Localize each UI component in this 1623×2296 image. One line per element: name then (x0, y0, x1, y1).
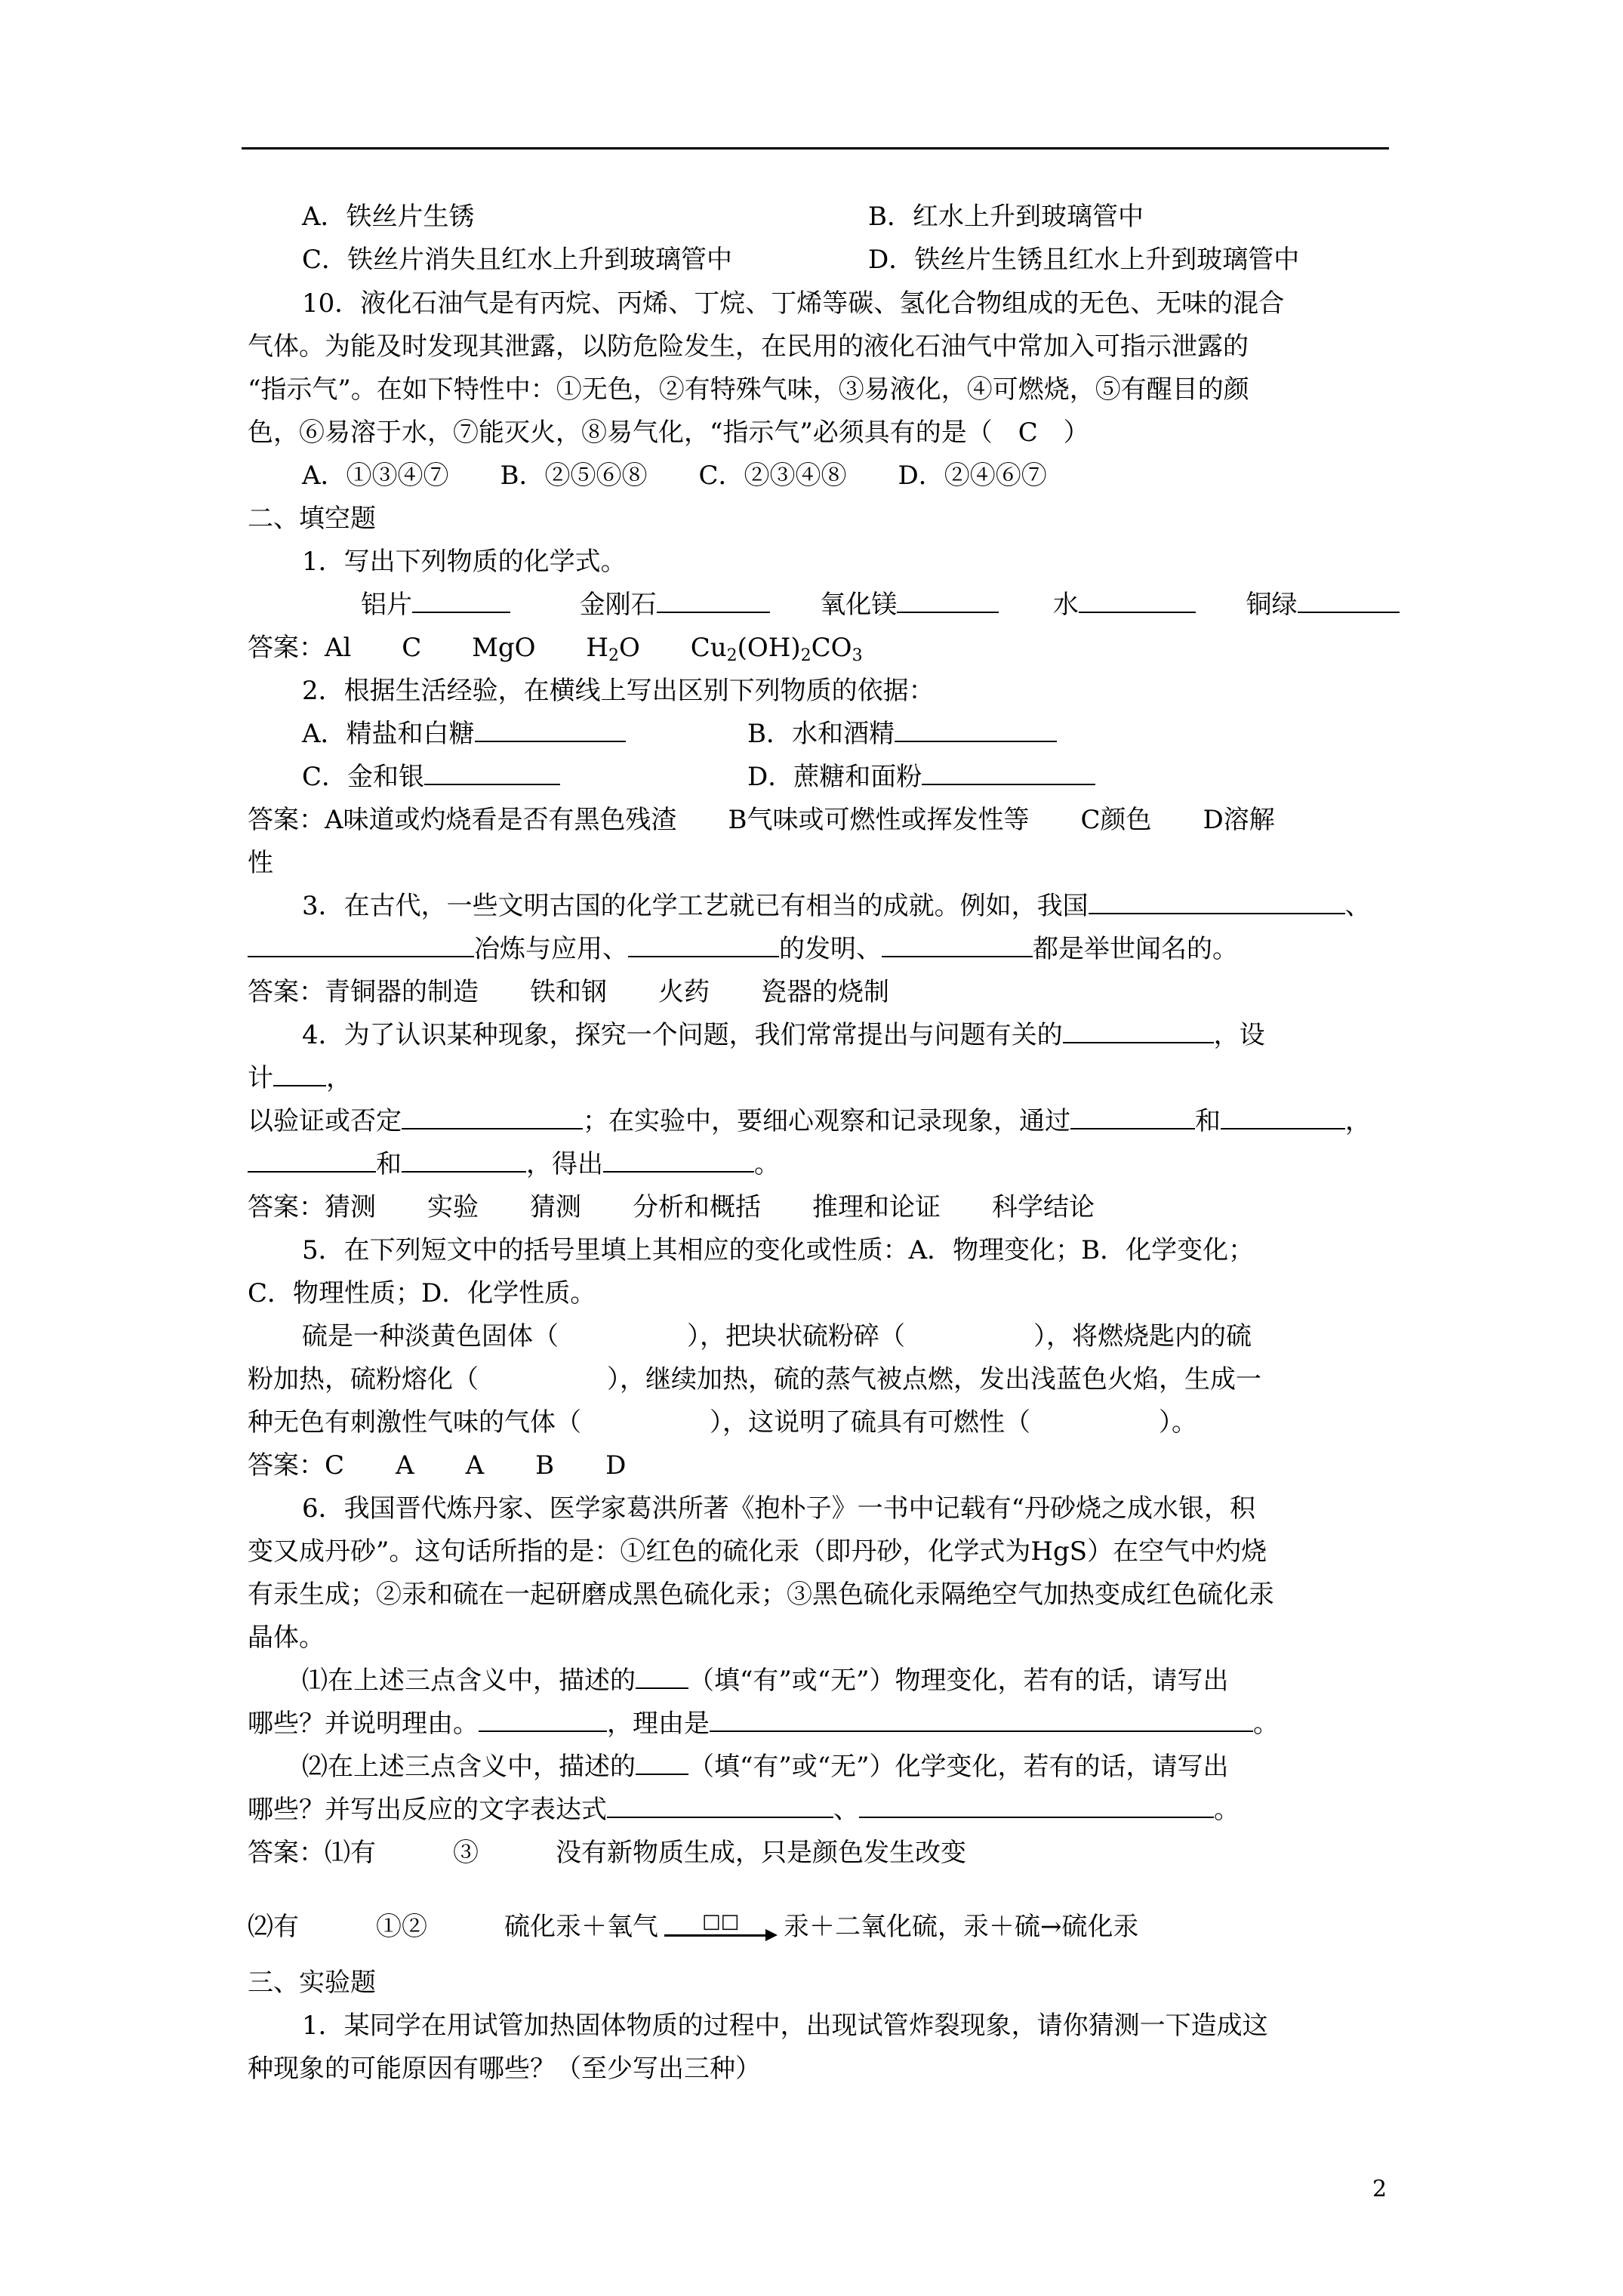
blank-line[interactable] (607, 1794, 833, 1818)
fill4-line: 4．为了认识某种现象，探究一个问题，我们常常提出与问题有关的 ，设 (302, 1020, 1265, 1050)
fill6-line: 6．我国晋代炼丹家、医学家葛洪所著《抱朴子》一书中记载有“丹砂烧之成水银，积 (302, 1493, 1256, 1524)
fill6-line: 晶体。 (248, 1623, 325, 1653)
blank-line[interactable] (475, 718, 626, 742)
q10-line: 10．液化石油气是有丙烷、丙烯、丁烷、丁烯等碳、氢化合物组成的无色、无味的混合 (302, 288, 1285, 319)
q9-option-c: C．铁丝片消失且红水上升到玻璃管中 (302, 245, 733, 275)
blank-line[interactable] (859, 1794, 1214, 1818)
fill6-part1: ⑴在上述三点含义中，描述的 （填“有”或“无”）物理变化，若有的话，请写出 (302, 1666, 1229, 1696)
fill3-answer: 答案：青铜器的制造 铁和钢 火药 瓷器的烧制 (248, 977, 889, 1007)
fill3-line: 冶炼与应用、 的发明、 都是举世闻名的。 (248, 932, 1238, 966)
blank-line[interactable] (402, 1105, 583, 1130)
fill6-part1: 哪些？并说明理由。 ，理由是 。 (248, 1709, 1279, 1739)
blank-line[interactable] (402, 1148, 526, 1173)
fill5-line: 粉加热，硫粉熔化（ ），继续加热，硫的蒸气被点燃，发出浅蓝色火焰，生成一 (248, 1364, 1261, 1395)
fill2-stem: 2．根据生活经验，在横线上写出区别下列物质的依据： (302, 676, 935, 706)
answer-item: Al (325, 633, 352, 663)
fill2-answer-cont: 性 (248, 848, 273, 878)
exp1-line: 1．某同学在用试管加热固体物质的过程中，出现试管炸裂现象，请你猜测一下造成这 (302, 2011, 1268, 2041)
fill5-line: 硫是一种淡黄色固体（ ），把块状硫粉碎（ ），将燃烧匙内的硫 (302, 1321, 1252, 1351)
exp1-line: 种现象的可能原因有哪些？（至少写出三种） (248, 2054, 761, 2084)
header-rule (242, 147, 1389, 149)
blank-line[interactable] (710, 1708, 1253, 1732)
fill2-answer: 答案：A味道或灼烧看是否有黑色残渣 B气味或可燃性或挥发性等 C颜色 D溶解 (248, 805, 1275, 835)
fill1-answer (248, 631, 863, 673)
fill2-d: D．蔗糖和面粉 (747, 760, 1095, 794)
fill1-item: 金刚石 (579, 590, 657, 620)
blank-line[interactable] (636, 1751, 688, 1775)
fill6-part2: ⑵在上述三点含义中，描述的 （填“有”或“无”）化学变化，若有的话，请写出 (302, 1752, 1229, 1782)
fill6-answer-equation: ⑵有 ①② 硫化汞＋氧气 □□ 汞＋二氧化硫，汞＋硫→硫化汞 (248, 1910, 1139, 1942)
fill3-line: 3．在古代，一些文明古国的化学工艺就已有相当的成就。例如，我国 、 (302, 891, 1371, 921)
page-number: 2 (1372, 2176, 1387, 2202)
blank-line[interactable] (897, 589, 999, 613)
fill2-b: B．水和酒精 (747, 717, 1057, 750)
fill4-line: 以验证或否定 ；在实验中，要细心观察和记录现象，通过 和 ， (248, 1106, 1371, 1136)
reaction-arrow-icon: □□ (664, 1913, 778, 1943)
fill6-line: 变又成丹砂”。这句话所指的是：①红色的硫化汞（即丹砂，化学式为HgS）在空气中灼烧 (248, 1536, 1267, 1567)
fill2-a: A．精盐和白糖 (302, 717, 626, 750)
answer-label: 答案： (248, 633, 325, 663)
q9-option-d: D．铁丝片生锈且红水上升到玻璃管中 (868, 245, 1300, 275)
q9-option-b: B．红水上升到玻璃管中 (868, 202, 1144, 232)
fill4-answer: 答案：猜测 实验 猜测 分析和概括 推理和论证 科学结论 (248, 1192, 1095, 1222)
blank-line[interactable] (412, 589, 510, 613)
blank-line[interactable] (479, 1708, 607, 1732)
blank-line[interactable] (1298, 589, 1400, 613)
fill1-item: 氧化镁 (820, 590, 898, 620)
blank-line[interactable] (922, 761, 1095, 785)
fill1-item: 水 (1052, 590, 1079, 620)
answer-formula-tonglv: $Cu_2(OH)_2CO_3$ (690, 633, 863, 665)
answer-item: MgO (472, 633, 536, 663)
fill4-line: 和 ，得出 。 (248, 1148, 780, 1181)
q10-line: 气体。为能及时发现其泄露，以防危险发生，在民用的液化石油气中常加入可指示泄露的 (248, 331, 1249, 362)
fill1-items (361, 588, 1400, 621)
blank-line[interactable] (895, 718, 1057, 742)
blank-line[interactable] (273, 1062, 326, 1086)
fill5-line: 5．在下列短文中的括号里填上其相应的变化或性质：A．物理变化；B．化学变化； (302, 1235, 1255, 1265)
blank-line[interactable] (1063, 1019, 1214, 1043)
blank-line[interactable] (1089, 890, 1345, 914)
blank-line[interactable] (636, 1665, 688, 1689)
answer-formula-water: $H_2O$ (586, 633, 640, 665)
section-experiment-title: 三、实验题 (248, 1968, 376, 1998)
fill1-stem: 1．写出下列物质的化学式。 (302, 547, 627, 577)
blank-line[interactable] (1079, 589, 1196, 613)
fill4-line: 计 ， (248, 1063, 352, 1093)
blank-line[interactable] (603, 1148, 754, 1173)
q10-line: 色，⑥易溶于水，⑦能灭火，⑧易气化，“指示气”必须具有的是（ C ） (248, 418, 1089, 448)
q10-line: “指示气”。在如下特性中：①无色，②有特殊气味，③易液化，④可燃烧，⑤有醒目的颜 (248, 374, 1249, 405)
blank-line[interactable] (1221, 1105, 1345, 1130)
fill1-item: 铜绿 (1246, 590, 1298, 620)
blank-line[interactable] (248, 1148, 376, 1173)
section-fill-title: 二、填空题 (248, 504, 376, 534)
fill6-part2: 哪些？并写出反应的文字表达式 、 。 (248, 1795, 1240, 1825)
blank-line[interactable] (628, 933, 779, 957)
fill5-line: C．物理性质；D．化学性质。 (248, 1278, 596, 1308)
fill2-c: C．金和银 (302, 760, 560, 794)
blank-line[interactable] (248, 933, 474, 957)
fill1-item: 铝片 (361, 590, 412, 620)
blank-line[interactable] (424, 761, 560, 785)
q10-options: A．①③④⑦ B．②⑤⑥⑧ C．②③④⑧ D．②④⑥⑦ (302, 461, 1047, 491)
blank-line[interactable] (1070, 1105, 1195, 1130)
q9-option-a: A．铁丝片生锈 (302, 202, 475, 232)
fill6-line: 有汞生成；②汞和硫在一起研磨成黑色硫化汞；③黑色硫化汞隔绝空气加热变成红色硫化汞 (248, 1579, 1274, 1610)
fill5-line: 种无色有刺激性气味的气体（ ），这说明了硫具有可燃性（ ）。 (248, 1407, 1197, 1438)
blank-line[interactable] (657, 589, 770, 613)
answer-item: C (402, 633, 422, 663)
fill6-answer: 答案：⑴有 ③ 没有新物质生成，只是颜色发生改变 (248, 1838, 966, 1868)
fill5-answer: 答案：C A A B D (248, 1450, 627, 1481)
blank-line[interactable] (882, 933, 1033, 957)
